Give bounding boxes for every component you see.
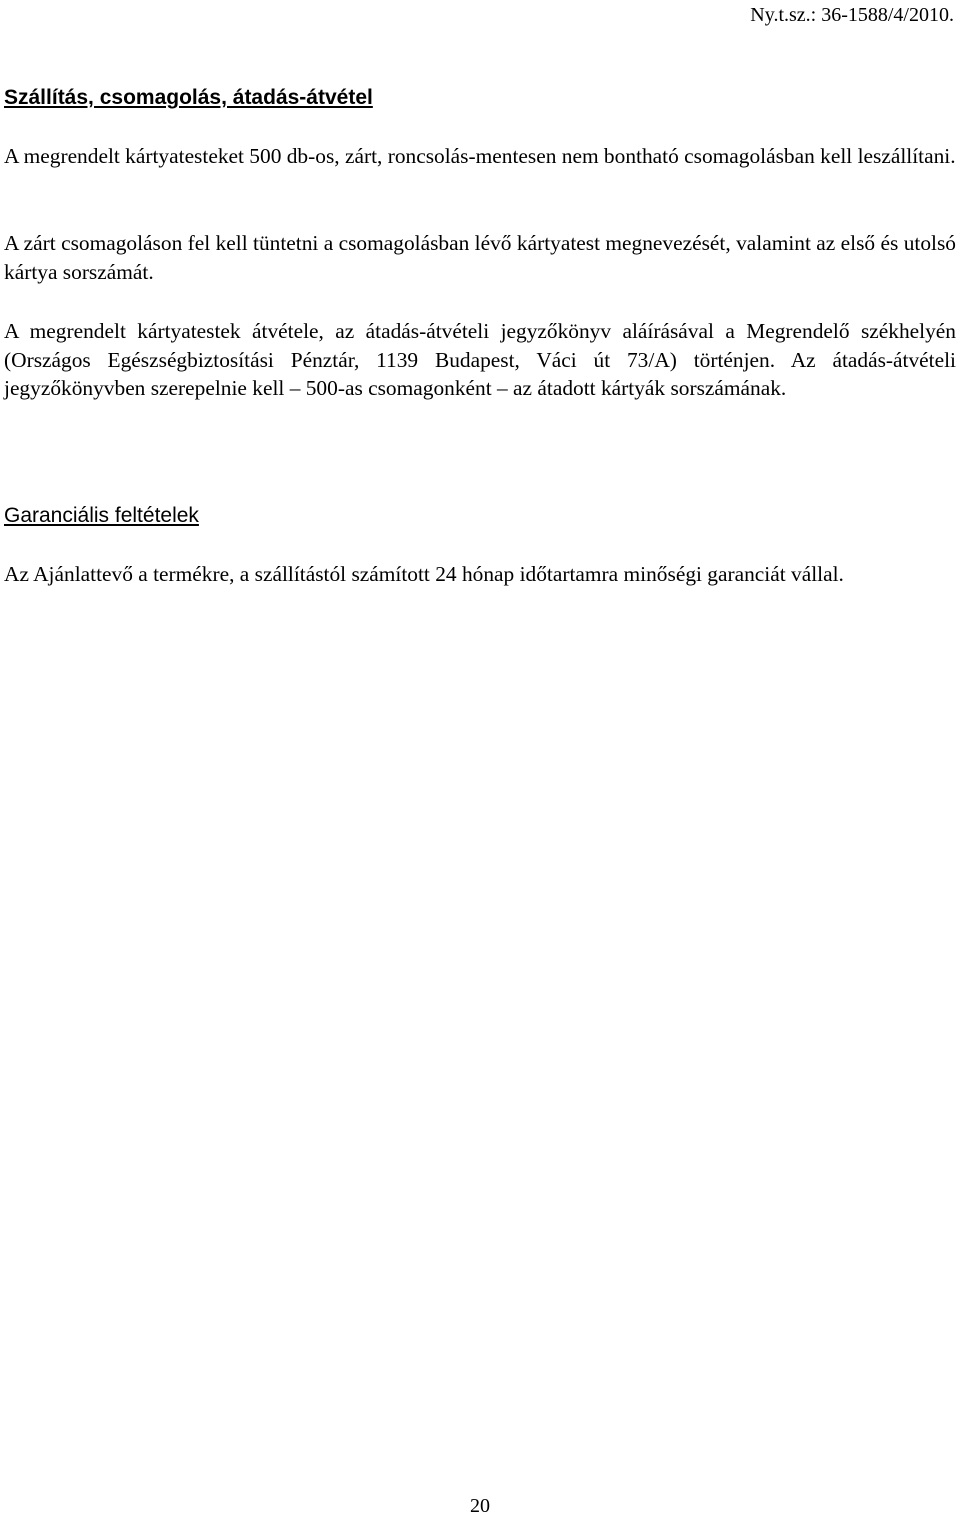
warranty-section [4, 502, 956, 530]
delivery-heading: Szállítás, csomagolás, átadás-átvétel [4, 86, 373, 109]
delivery-paragraph-3 [4, 317, 956, 403]
warranty-heading: Garanciális feltételek [4, 504, 199, 527]
page-number: 20 [470, 1495, 490, 1517]
paragraph-text: Az Ajánlattevő a termékre, a szállítástól számított 24 hónap időtartamra minőségi garanciát vállal. [4, 562, 844, 586]
paragraph-text: A megrendelt kártyatestek átvétele, az átadás-átvételi jegyzőkönyv aláírásával a Megrendelő székhelyén (Országos Egészségbiztosítási Pénztár, 1139 Budapest, Váci út 73/A) történjen. Az átadás-átvételi jegyzőkönyvben szerepelnie kell – 500-as csomagonként – az átadott kártyák sorszámának. [4, 319, 956, 400]
delivery-paragraph-2 [4, 229, 956, 286]
paragraph-text: A zárt csomagoláson fel kell tüntetni a csomagolásban lévő kártyatest megnevezését, valamint az első és utolsó kártya sorszámát. [4, 231, 956, 284]
delivery-paragraph-1 [4, 142, 956, 171]
warranty-paragraph-1 [4, 560, 956, 589]
paragraph-text: A megrendelt kártyatesteket 500 db-os, zárt, roncsolás-mentesen nem bontható csomagolásban kell leszállítani. [4, 144, 956, 168]
delivery-section [4, 84, 956, 112]
document-reference-number: Ny.t.sz.: 36-1588/4/2010. [750, 4, 954, 26]
